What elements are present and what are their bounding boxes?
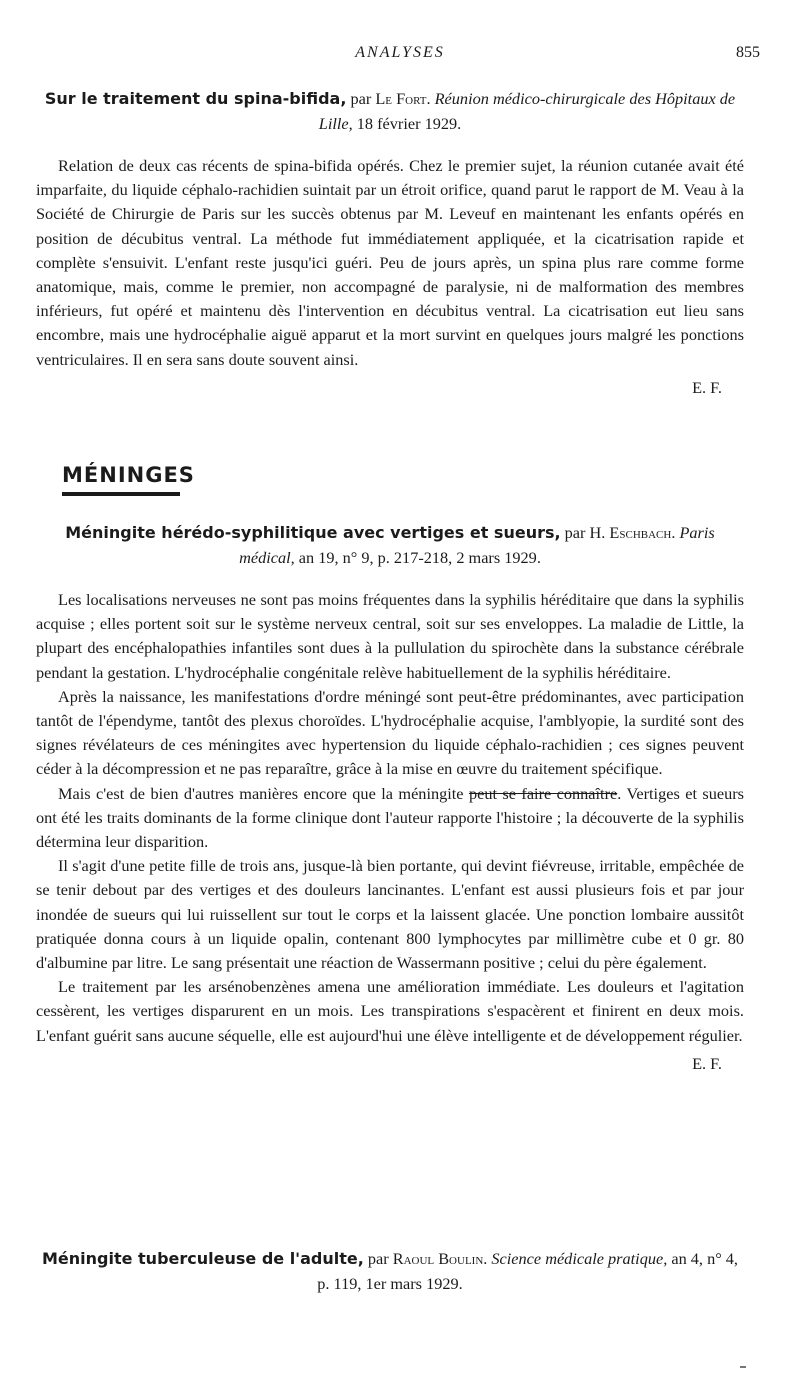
article-source: Paris médical, — [239, 523, 715, 567]
article-author: Le Fort. — [375, 89, 431, 108]
article-signature: E. F. — [692, 1053, 722, 1073]
article-signature: E. F. — [692, 377, 722, 397]
struck-text: peut se faire connaître — [468, 783, 618, 803]
article-title-text: Méningite tuberculeuse de l'adulte, — [41, 1249, 364, 1268]
section-underline — [62, 492, 180, 496]
page-header — [40, 44, 760, 68]
paragraph-2: Après la naissance, les manifestations d'ordre méningé sont peut-être prédominantes, avec participation tantôt de l'épendyme, tantôt des plexus choroïdes. L'hydrocéphalie acquise, l'amblyopie, la surdité sont des signes révélateurs de ces méningites avec hypertension du liquide céphalo-rachidien ; ces signes peuvent céder à la décompression et ne pas reparaître, grâce à la mise en œuvre du traitement spécifique. — [36, 686, 744, 779]
trailing-mark — [740, 1366, 746, 1368]
paragraph-5: Le traitement par les arsénobenzènes amena une amélioration immédiate. Les douleurs et l'agitation cessèrent, les vertiges disparurent en un mois. Les transpirations s'espacèrent et finirent en deux mois. L'enfant guérit sans aucune séquelle, elle est aujourd'hui une élève intelligente et de développement régulier. — [36, 977, 744, 1045]
article-source: Réunion médico-chirurgicale des Hôpitaux de Lille, — [318, 89, 736, 133]
article-date: 18 février 1929. — [352, 114, 462, 133]
article-meningite-heredo — [36, 520, 744, 1076]
paragraph-4: Il s'agit d'une petite fille de trois ans, jusque-là bien portante, qui devint fiévreuse, irritable, empêchée de se tenir debout par des vertiges et des douleurs lancinantes. L'enfant est aussi plusieurs fois et par jour inondée de sueurs qui lui ruissellent sur tout le corps et la laissent glacée. Une ponction lombaire aussitôt pratiquée donna cours à un liquide opalin, contenant 800 lymphocytes par millimètre cube et 0 gr. 80 d'albumine par litre. Le sang présentait une réaction de Wassermann positive ; celui du père également. — [36, 856, 744, 973]
article-author: Raoul Boulin. — [392, 1249, 488, 1268]
paragraph-3 — [36, 782, 744, 855]
article-author: H. Eschbach. — [589, 523, 676, 542]
article-source: Science médicale pratique, — [487, 1249, 668, 1268]
article-details: an 19, n° 9, p. 217-218, 2 mars 1929. — [294, 548, 541, 567]
paragraph-1: Les localisations nerveuses ne sont pas moins fréquentes dans la syphilis héréditaire que dans la syphilis acquise ; elles portent soit sur le système nerveux central, soit sur ses enveloppes. La maladie de Little, la plupart des encéphalopathies infantiles sont dues à la pullulation du spirochète dans la substance cérébrale pendant la gestation. L'hydrocéphalie congénitale relève habituellement de la syphilis héréditaire. — [36, 590, 744, 682]
article-meningite-tuberculeuse — [36, 1246, 744, 1314]
article-body: Relation de deux cas récents de spina-bifida opérés. Chez le premier sujet, la réunion cutanée avait été imparfaite, du liquide céphalo-rachidien suintait par un étroit orifice, quand parut le rapport de M. Veau à la Société de Chirurgie de Paris sur les succès obtenus par M. Leveuf en maintenant les enfants opérés en position de décubitus ventral. La méthode fut immédiatement appliquée, et la cicatrisation rapide et complète s'ensuivit. L'enfant reste jusqu'ici guéri. Peu de jours après, un spina plus rare comme forme anatomique, mais, comme le premier, non accompagné de paralysie, ni de malformation des membres inférieurs, fut opéré et maintenu dès l'intervention en décubitus ventral. La cicatrisation eut lieu sans encombre, mais une hydrocéphalie aiguë apparut et la mort survint en quelques jours malgré les ponctions ventriculaires. Il en sera sans doute souvent ainsi. — [36, 156, 744, 369]
article-title-text: Sur le traitement du spina-bifida, — [44, 89, 347, 108]
article-spina-bifida — [36, 86, 744, 400]
article-details: an 4, n° 4, p. 119, 1er mars 1929. — [317, 1249, 739, 1293]
article-by: par — [560, 523, 590, 542]
running-title: ANALYSES — [355, 44, 445, 61]
paragraph-3-a: Mais c'est de bien d'autres manières encore que la méningite — [58, 783, 469, 803]
page-number: 855 — [736, 44, 760, 61]
article-title — [36, 520, 744, 570]
article-by: par — [346, 89, 376, 108]
paragraph-3-b: . Vertiges et sueurs ont été les traits dominants de la forme clinique dont l'auteur rapporte l'histoire ; la découverte de la syphilis détermina leur disparition. — [36, 783, 744, 852]
article-title — [36, 1246, 744, 1296]
section-heading: MÉNINGES — [62, 463, 195, 487]
article-title — [36, 86, 744, 136]
article-title-text: Méningite hérédo-syphilitique avec vertiges et sueurs, — [65, 523, 561, 542]
article-by: par — [363, 1249, 393, 1268]
